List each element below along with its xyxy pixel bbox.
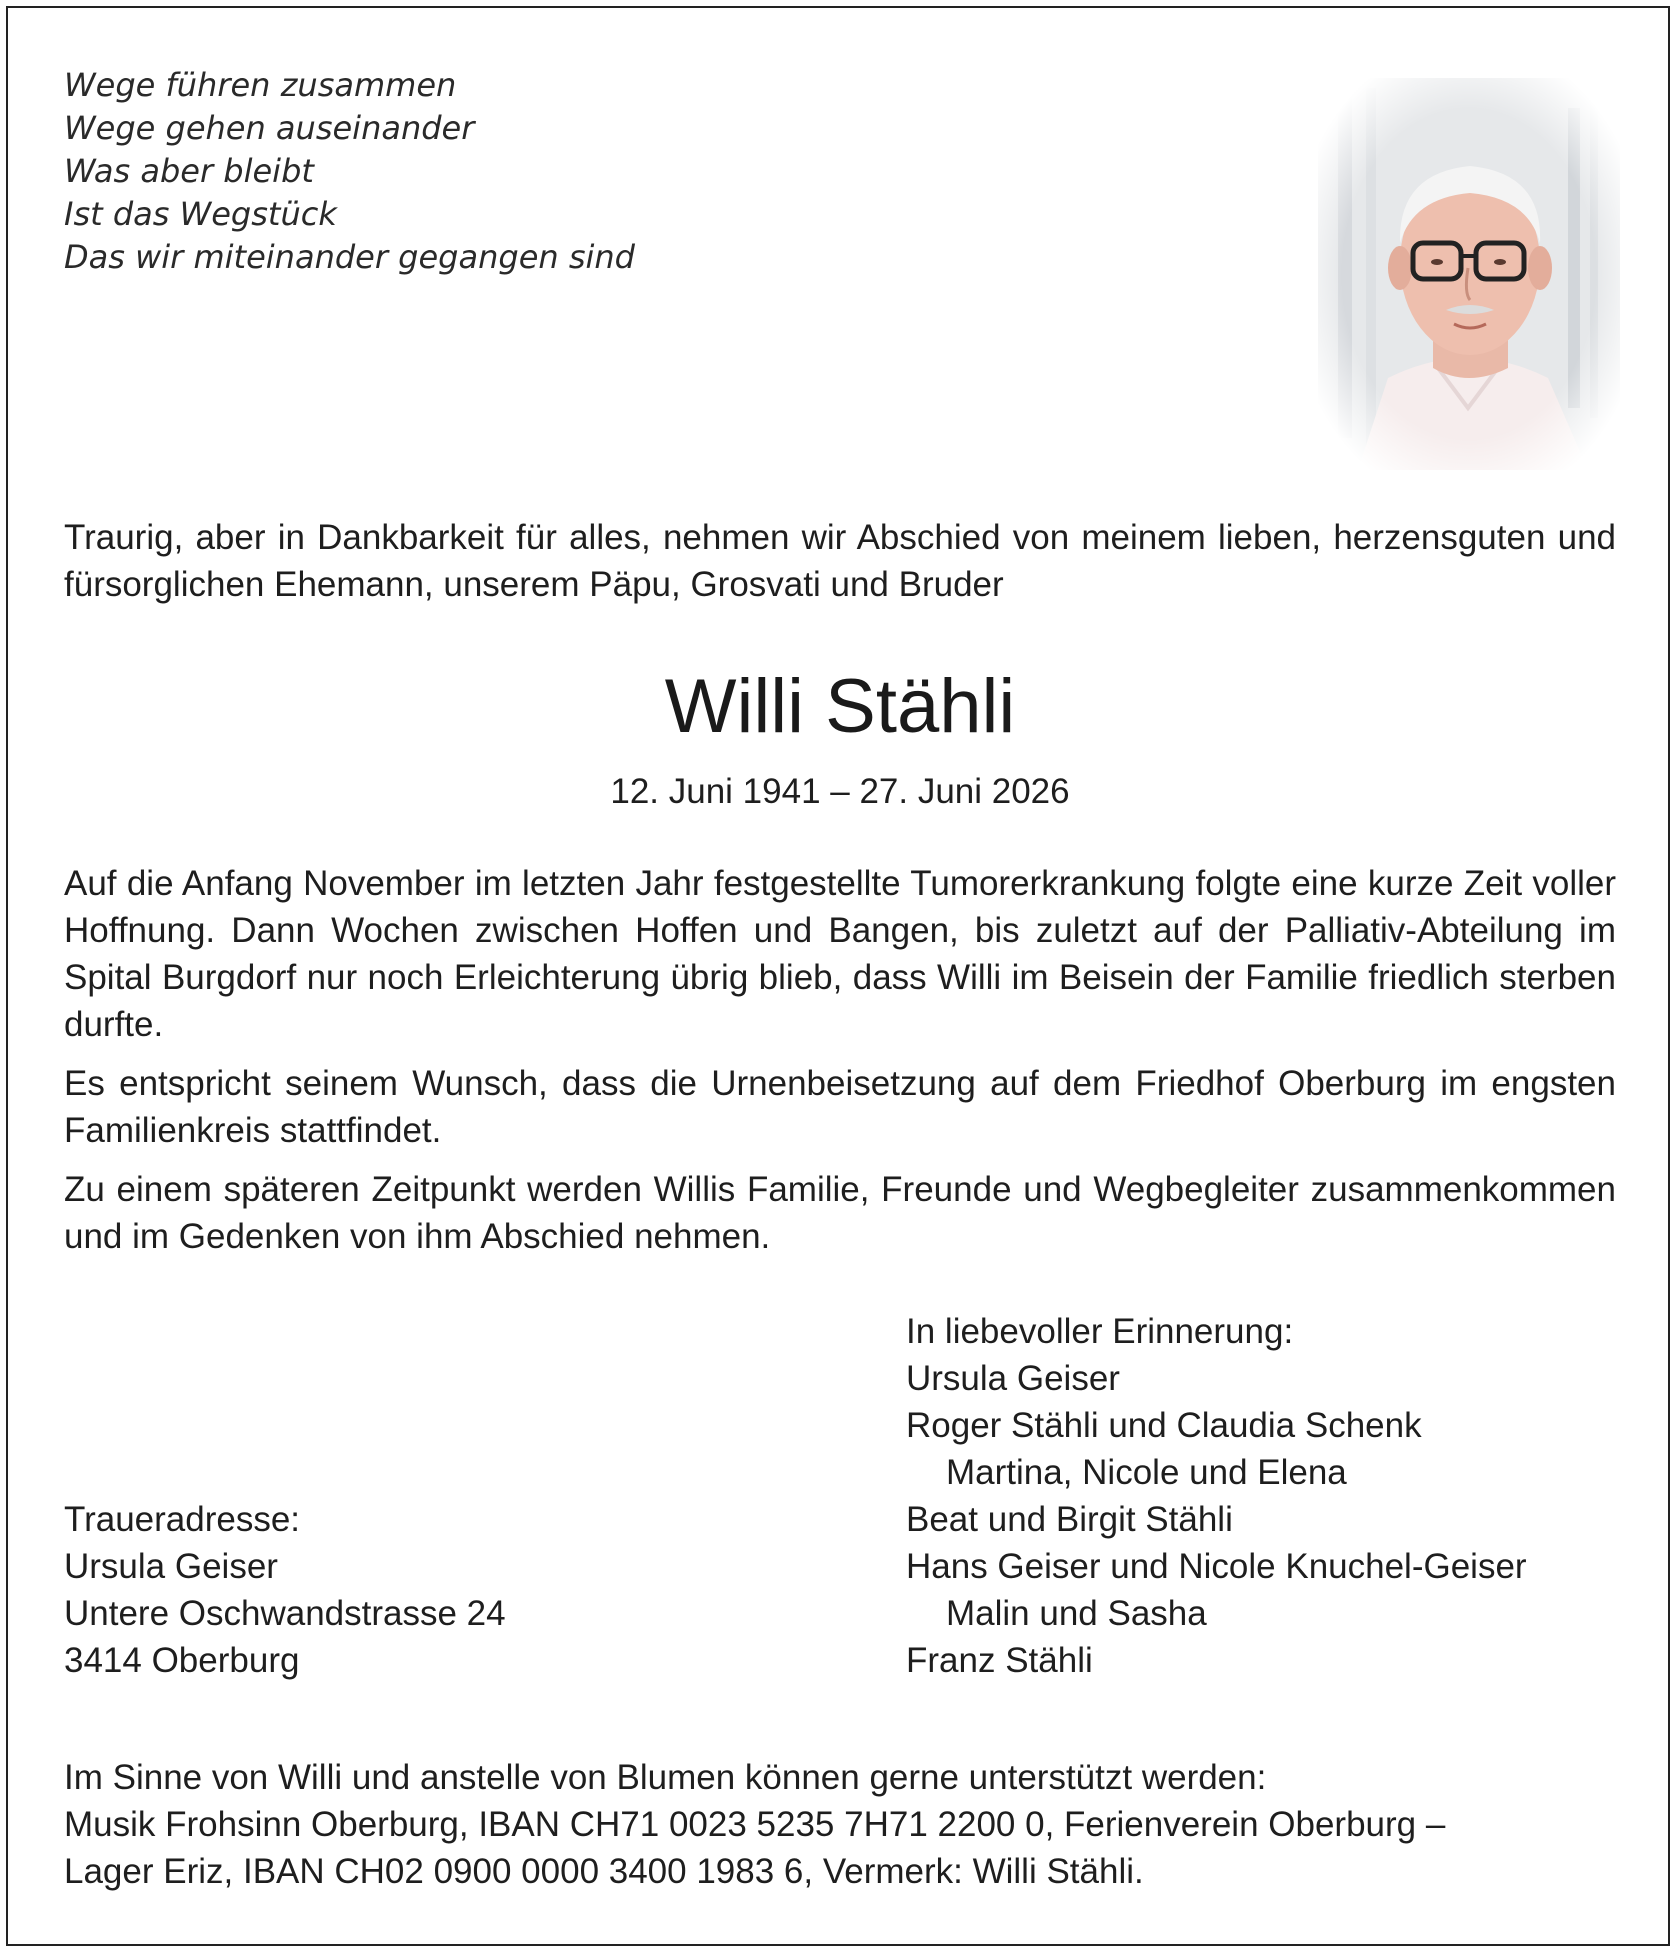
life-dates: 12. Juni 1941 – 27. Juni 2026 <box>610 772 1070 811</box>
address-label: Traueradresse: <box>64 1500 301 1539</box>
poem-line: Was aber bleibt <box>64 152 314 190</box>
donation-note <box>64 1754 1616 1895</box>
family-member: Beat und Birgit Stähli <box>906 1500 1233 1539</box>
family-member: Ursula Geiser <box>906 1359 1120 1398</box>
donation-line: Im Sinne von Willi und anstelle von Blumen können gerne unterstützt werden: <box>64 1758 1267 1797</box>
address-city: 3414 Oberburg <box>64 1641 300 1680</box>
portrait-photo <box>1318 78 1620 470</box>
family-member: Hans Geiser und Nicole Knuchel-Geiser <box>906 1547 1527 1586</box>
family-heading: In liebevoller Erinnerung: <box>906 1312 1294 1351</box>
mourning-address <box>64 1496 506 1684</box>
donation-line: Musik Frohsinn Oberburg, IBAN CH71 0023 5235 7H71 2200 0, Ferienverein Oberburg – <box>64 1805 1446 1844</box>
poem <box>64 64 635 279</box>
address-street: Untere Oschwandstrasse 24 <box>64 1594 506 1633</box>
paragraph: Auf die Anfang November im letzten Jahr festgestellte Tumorerkrankung folgte eine kurze Zeit voller Hoffnung. Dann Wochen zwischen Hoffen und Bangen, bis zuletzt auf der Palliativ-Abteilung im Spital Burgdorf nur noch Erleichterung übrig blieb, dass Willi im Beisein der Familie friedlich sterben durfte. <box>64 864 1616 1044</box>
poem-line: Ist das Wegstück <box>64 195 337 233</box>
poem-line: Wege führen zusammen <box>64 66 457 104</box>
poem-line: Das wir miteinander gegangen sind <box>64 238 635 276</box>
donation-line: Lager Eriz, IBAN CH02 0900 0000 3400 1983 6, Vermerk: Willi Stähli. <box>64 1852 1144 1891</box>
paragraph: Zu einem späteren Zeitpunkt werden Willis Familie, Freunde und Wegbegleiter zusammenkommen und im Gedenken von ihm Abschied nehmen. <box>64 1170 1616 1256</box>
address-name: Ursula Geiser <box>64 1547 278 1586</box>
poem-line: Wege gehen auseinander <box>64 109 475 147</box>
family-member: Malin und Sasha <box>946 1594 1207 1633</box>
family-list <box>906 1308 1527 1684</box>
paragraph: Es entspricht seinem Wunsch, dass die Urnenbeisetzung auf dem Friedhof Oberburg im engsten Familienkreis stattfindet. <box>64 1064 1616 1150</box>
family-member: Roger Stähli und Claudia Schenk <box>906 1406 1422 1445</box>
deceased-name: Willi Stähli <box>664 664 1016 749</box>
family-member: Martina, Nicole und Elena <box>946 1453 1347 1492</box>
intro-text: Traurig, aber in Dankbarkeit für alles, nehmen wir Abschied von meinem lieben, herzensguten und fürsorglichen Ehemann, unserem Päpu, Grosvati und Bruder <box>64 518 1616 604</box>
family-member: Franz Stähli <box>906 1641 1093 1680</box>
